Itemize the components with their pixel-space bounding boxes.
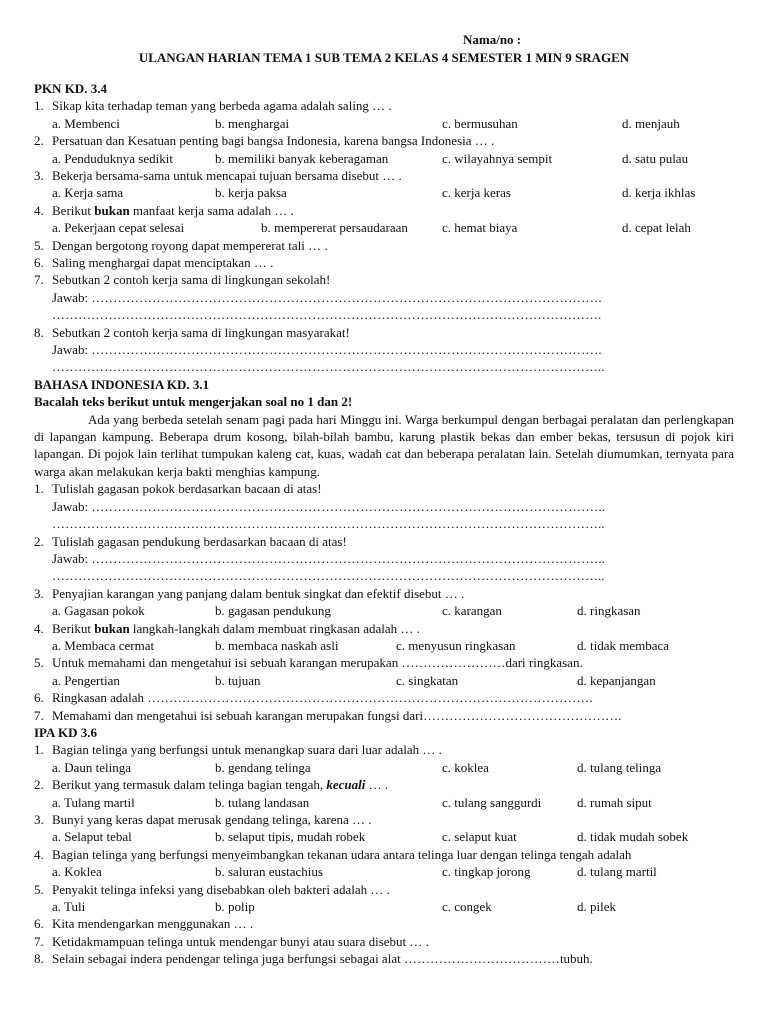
pkn-question-6: 6. Saling menghargai dapat menciptakan … .	[34, 255, 274, 270]
bindo-question-2: 2. Tulislah gagasan pendukung berdasarkan bacaan di atas!	[34, 533, 347, 549]
answer-line: ………………………………………………………………………………………………………………..	[52, 359, 605, 375]
option-d: d. tulang telinga	[577, 759, 662, 775]
ipa-question-5: 5. Penyakit telinga infeksi yang disebabkan oleh bakteri adalah … .	[34, 881, 390, 897]
ipa-q1-options	[34, 759, 734, 776]
ipa-q2-options	[34, 794, 734, 811]
option-b: b. kerja paksa	[215, 185, 287, 201]
answer-line: Jawab: ……………………………………………………………………………………………………….	[52, 342, 602, 358]
option-a: a. Daun telinga	[52, 759, 132, 775]
option-c: c. bermusuhan	[442, 115, 518, 131]
answer-line: ………………………………………………………………………………………………………………..	[52, 516, 605, 532]
ipa-question-3: 3. Bunyi yang keras dapat merusak gendang telinga, karena … .	[34, 811, 372, 827]
pkn-q2-options	[34, 150, 734, 167]
worksheet-title: ULANGAN HARIAN TEMA 1 SUB TEMA 2 KELAS 4 SEMESTER 1 MIN 9 SRAGEN	[138, 50, 630, 65]
option-c: c. karangan	[442, 603, 502, 619]
option-a: a. Kerja sama	[52, 185, 124, 201]
pkn-q1-options	[34, 115, 734, 132]
option-c: c. menyusun ringkasan	[396, 637, 516, 653]
bindo-question-7: 7. Memahami dan mengetahui isi sebuah karangan merupakan fungsi dari……………………………………….	[34, 707, 622, 723]
ipa-question-7: 7. Ketidakmampuan telinga untuk mendengar bunyi atau suara disebut … .	[34, 933, 429, 949]
option-c: c. selaput kuat	[442, 829, 517, 845]
ipa-question-8: 8. Selain sebagai indera pendengar telinga juga berfungsi sebagai alat ………………………………tubuh.	[34, 951, 593, 967]
pkn-question-7: 7. Sebutkan 2 contoh kerja sama di lingkungan sekolah!	[34, 272, 331, 288]
section-heading-ipa: IPA KD 3.6	[34, 724, 97, 740]
option-b: b. membaca naskah asli	[215, 637, 339, 653]
pkn-question-4: 4. Berikut bukan manfaat kerja sama adalah … .	[34, 202, 294, 218]
option-b: b. polip	[215, 898, 255, 914]
section-heading-bahasa: BAHASA INDONESIA KD. 3.1	[34, 376, 210, 392]
option-a: a. Koklea	[52, 864, 102, 880]
option-a: a. Membaca cermat	[52, 637, 155, 653]
pkn-question-3: 3. Bekerja bersama-sama untuk mencapai tujuan bersama disebut … .	[34, 168, 402, 183]
option-a: a. Selaput tebal	[52, 829, 132, 845]
option-c: c. kerja keras	[442, 185, 511, 201]
answer-line: Jawab: ………………………………………………………………………………………………………..	[52, 498, 605, 514]
pkn-question-2: 2. Persatuan dan Kesatuan penting bagi bangsa Indonesia, karena bangsa Indonesia … .	[34, 133, 495, 149]
ipa-question-4: 4. Bagian telinga yang berfungsi menyeimbangkan tekanan udara antara telinga luar dengan telinga tengah adalah	[34, 846, 632, 862]
option-d: d. satu pulau	[622, 150, 689, 166]
option-d: d. tulang martil	[577, 864, 657, 880]
worksheet-page	[34, 29, 734, 968]
option-d: d. tidak mudah sobek	[577, 829, 689, 845]
name-number-label: Nama/no :	[463, 32, 522, 47]
option-a: a. Penduduknya sedikit	[52, 150, 173, 166]
option-c: c. koklea	[442, 759, 489, 775]
option-d: d. ringkasan	[577, 603, 641, 619]
answer-line: ………………………………………………………………………………………………………………..	[52, 568, 605, 584]
option-c: c. singkatan	[396, 672, 459, 688]
bindo-q3-options	[34, 602, 734, 619]
pkn-q4-options	[34, 219, 734, 236]
option-b: b. mempererat persaudaraan	[261, 220, 408, 236]
bindo-question-6: 6. Ringkasan adalah ………………………………………………………………………………………….	[34, 690, 593, 706]
answer-line: Jawab: ……………………………………………………………………………………………………….	[52, 289, 602, 305]
option-b: b. saluran eustachius	[215, 864, 323, 880]
pkn-question-5: 5. Dengan bergotong royong dapat mempererat tali … .	[34, 237, 328, 253]
pkn-question-8: 8. Sebutkan 2 contoh kerja sama di lingkungan masyarakat!	[34, 324, 350, 340]
option-a: a. Tuli	[52, 898, 86, 914]
bindo-question-1: 1. Tulislah gagasan pokok berdasarkan bacaan di atas!	[34, 481, 322, 497]
ipa-question-2: 2. Berikut yang termasuk dalam telinga bagian tengah, kecuali … .	[34, 777, 389, 793]
option-a: a. Membenci	[52, 115, 120, 131]
option-d: d. cepat lelah	[622, 220, 691, 236]
ipa-q3-options	[34, 828, 734, 845]
option-b: b. selaput tipis, mudah robek	[215, 829, 366, 845]
option-a: a. Gagasan pokok	[52, 603, 145, 619]
bindo-q4-options	[34, 637, 734, 654]
bindo-question-4: 4. Berikut bukan langkah-langkah dalam membuat ringkasan adalah … .	[34, 620, 420, 636]
option-d: d. kerja ikhlas	[622, 185, 696, 201]
bindo-q5-options	[34, 672, 734, 689]
bindo-question-5: 5. Untuk memahami dan mengetahui isi sebuah karangan merupakan ……………………dari ringkasan.	[34, 655, 583, 671]
option-b: b. memiliki banyak keberagaman	[215, 150, 389, 166]
option-b: b. menghargai	[215, 115, 290, 131]
option-a: a. Pengertian	[52, 672, 120, 688]
answer-line: ……………………………………………………………………………………………………………….	[52, 307, 602, 323]
option-b: b. tujuan	[215, 672, 261, 688]
option-d: d. tidak membaca	[577, 637, 670, 653]
option-d: d. pilek	[577, 898, 616, 914]
option-b: b. gendang telinga	[215, 759, 311, 775]
option-d: d. menjauh	[622, 115, 680, 131]
option-b: b. tulang landasan	[215, 794, 310, 810]
reading-instruction: Bacalah teks berikut untuk mengerjakan soal no 1 dan 2!	[34, 394, 353, 410]
option-c: c. wilayahnya sempit	[442, 150, 553, 166]
option-d: d. kepanjangan	[577, 672, 656, 688]
pkn-q3-options	[34, 184, 734, 201]
ipa-q4-options	[34, 863, 734, 880]
answer-line: Jawab: ………………………………………………………………………………………………………..	[52, 550, 605, 566]
ipa-q5-options	[34, 898, 734, 915]
option-c: c. hemat biaya	[442, 220, 518, 236]
reading-passage: Ada yang berbeda setelah senam pagi pada hari Minggu ini. Warga berkumpul dengan berbagai peralatan dan perlengkapan di lapangan kampung. Beberapa drum kosong, bilah-bilah bambu, karung plastik bekas dan ember bekas, tersusun di pojok kiri lapangan. Di pojok lain terlihat tumpukan kaleng cat, kuas, wadah cat dan beberapa peralatan lain. Setelah diumumkan, ternyata para warga akan melakukan kerja bakti menghias kampung.	[34, 411, 734, 479]
ipa-question-1: 1. Bagian telinga yang berfungsi untuk menangkap suara dari luar adalah … .	[34, 742, 442, 758]
pkn-question-1: 1. Sikap kita terhadap teman yang berbeda agama adalah saling … .	[34, 98, 392, 114]
ipa-question-6: 6. Kita mendengarkan menggunakan … .	[34, 916, 254, 932]
option-d: d. rumah siput	[577, 794, 652, 810]
option-a: a. Tulang martil	[52, 794, 135, 810]
option-c: c. congek	[442, 898, 492, 914]
section-heading-pkn: PKN KD. 3.4	[34, 81, 107, 96]
option-a: a. Pekerjaan cepat selesai	[52, 220, 185, 236]
option-b: b. gagasan pendukung	[215, 603, 331, 619]
option-c: c. tulang sanggurdi	[442, 794, 542, 810]
bindo-question-3: 3. Penyajian karangan yang panjang dalam bentuk singkat dan efektif disebut … .	[34, 585, 465, 601]
option-c: c. tingkap jorong	[442, 864, 531, 880]
